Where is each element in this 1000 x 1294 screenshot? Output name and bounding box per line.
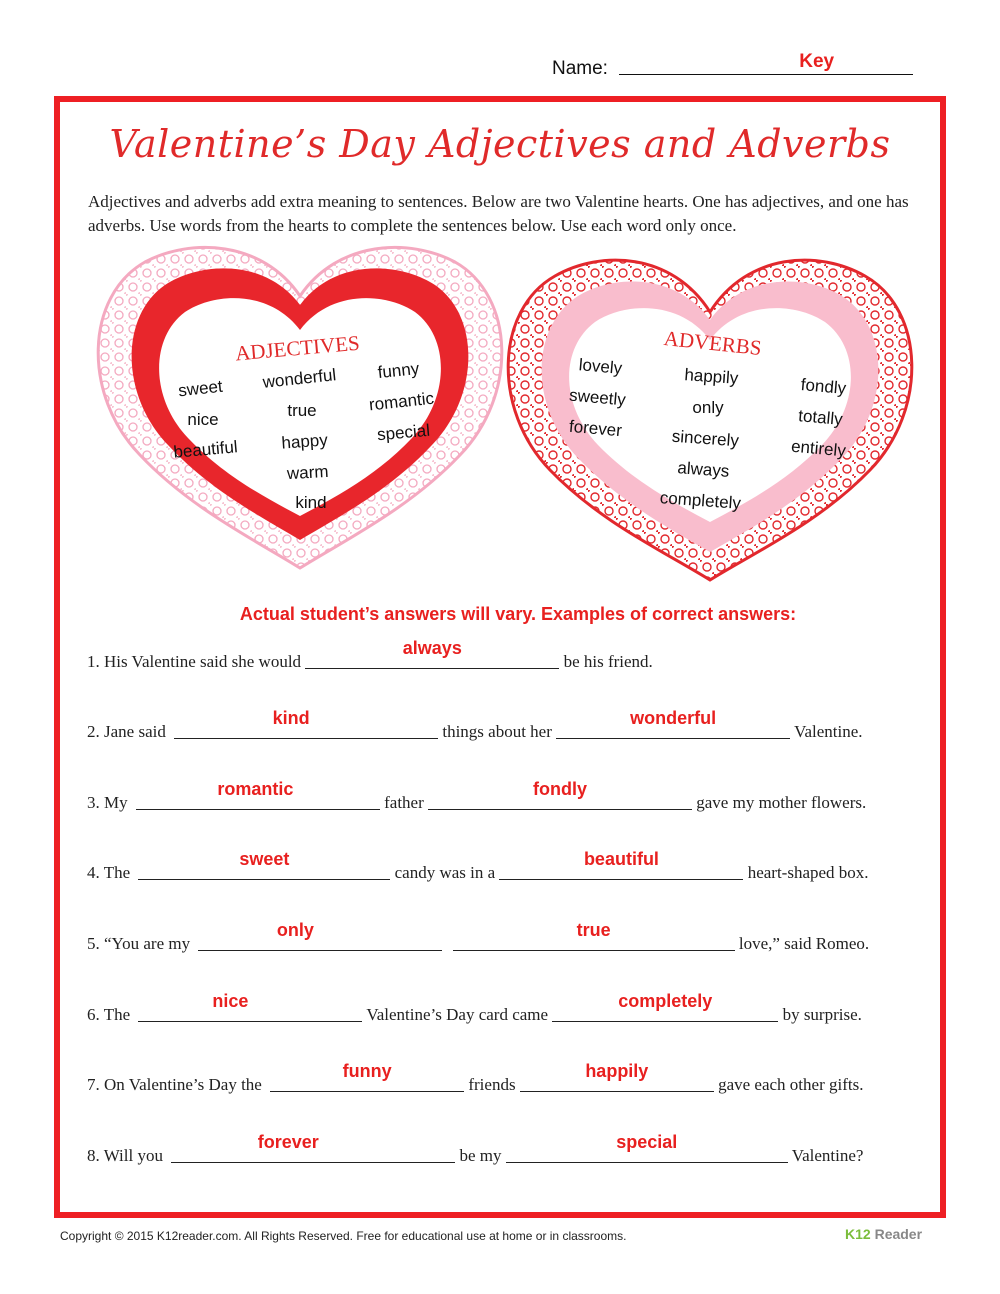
question-text: Valentine’s Day card came — [366, 1005, 549, 1024]
adjective-word: special — [376, 420, 431, 445]
adjective-word: romantic — [368, 388, 435, 415]
name-answer: Key — [799, 51, 835, 72]
question-3 — [87, 779, 867, 813]
question-text: 1. His Valentine said she would — [87, 652, 302, 671]
answer-blank[interactable] — [453, 920, 735, 951]
question-text: 8. Will you — [87, 1146, 163, 1165]
answer-text: always — [402, 638, 462, 658]
adverb-word: always — [676, 458, 730, 481]
question-text: be his friend. — [563, 652, 653, 671]
question-text: 7. On Valentine’s Day the — [87, 1075, 262, 1094]
answer-text: happily — [585, 1061, 649, 1081]
answer-blank[interactable] — [171, 1132, 455, 1163]
question-text: gave my mother flowers. — [696, 793, 867, 812]
adjective-word: wonderful — [261, 365, 338, 392]
question-1 — [87, 638, 653, 672]
adjective-word: true — [287, 401, 317, 420]
answer-text: fondly — [533, 779, 588, 799]
answer-text: kind — [272, 708, 310, 728]
answer-blank[interactable] — [506, 1132, 788, 1163]
answers-note: Actual student’s answers will vary. Examples of correct answers: — [239, 604, 797, 624]
answer-text: only — [276, 920, 314, 940]
question-4 — [87, 849, 869, 883]
question-6 — [87, 991, 862, 1025]
answer-blank[interactable] — [428, 779, 692, 810]
question-text: Valentine? — [791, 1146, 864, 1165]
k12reader-logo: K12 Reader — [845, 1226, 923, 1242]
question-text: 2. Jane said — [87, 722, 166, 741]
answer-text: forever — [257, 1132, 319, 1152]
adverb-word: lovely — [577, 355, 623, 378]
copyright-footer: Copyright © 2015 K12reader.com. All Rights Reserved. Free for educational use at home or in classrooms. — [60, 1229, 627, 1243]
question-text: Valentine. — [794, 722, 863, 741]
question-text: things about her — [442, 722, 552, 741]
answer-text: wonderful — [630, 708, 717, 728]
adverb-word: only — [692, 398, 724, 417]
answer-blank[interactable] — [305, 638, 559, 669]
adverb-word: sincerely — [671, 426, 740, 451]
answer-blank[interactable] — [520, 1061, 714, 1092]
question-text: friends — [468, 1075, 516, 1094]
question-8 — [87, 1132, 864, 1166]
question-5 — [87, 920, 870, 954]
adverb-word: sweetly — [568, 385, 627, 410]
adverb-word: fondly — [800, 375, 847, 398]
question-7 — [87, 1061, 864, 1095]
question-text: 3. My — [87, 793, 128, 812]
answer-blank[interactable] — [552, 991, 778, 1022]
hearts-illustration — [0, 0, 1000, 600]
page-title: Valentine’s Day Adjectives and Adverbs — [109, 122, 891, 166]
intro-paragraph: Adjectives and adverbs add extra meaning to sentences. Below are two Valentine hearts. One has adjectives, and one has adverbs. Use words from the hearts to complete the sentences below. Use each word only once. — [88, 192, 909, 235]
adverbs-heading: ADVERBS — [662, 325, 763, 361]
question-text: gave each other gifts. — [718, 1075, 864, 1094]
question-text: by surprise. — [782, 1005, 862, 1024]
adjective-word: sweet — [177, 376, 224, 401]
answer-text: true — [576, 920, 611, 940]
answer-text: romantic — [217, 779, 294, 799]
answer-blank[interactable] — [499, 849, 743, 880]
adjective-word: beautiful — [172, 437, 239, 462]
question-text: love,” said Romeo. — [738, 934, 870, 953]
answer-text: sweet — [239, 849, 290, 869]
answer-blank[interactable] — [136, 779, 380, 810]
question-text: father — [384, 793, 424, 812]
adverb-word: entirely — [790, 436, 847, 461]
answer-blank[interactable] — [556, 708, 790, 739]
answer-blank[interactable] — [174, 708, 438, 739]
adverb-word: forever — [568, 416, 623, 441]
answer-blank[interactable] — [138, 849, 390, 880]
answer-blank[interactable] — [198, 920, 442, 951]
adjective-word: warm — [286, 461, 329, 484]
adjectives-heading: ADJECTIVES — [234, 330, 361, 366]
question-text: 5. “You are my — [87, 934, 191, 953]
answer-text: beautiful — [583, 849, 659, 869]
question-2 — [87, 708, 863, 742]
answer-text: special — [616, 1132, 678, 1152]
adverb-word: completely — [659, 488, 742, 513]
question-text: 6. The — [87, 1005, 131, 1024]
question-text: be my — [459, 1146, 502, 1165]
question-text: 4. The — [87, 863, 131, 882]
answer-text: funny — [342, 1061, 392, 1081]
answer-text: completely — [618, 991, 713, 1011]
answer-blank[interactable] — [138, 991, 362, 1022]
adjective-word: happy — [280, 430, 329, 453]
question-text: candy was in a — [394, 863, 496, 882]
question-text: heart-shaped box. — [747, 863, 869, 882]
answer-blank[interactable] — [270, 1061, 464, 1092]
name-label: Name: — [552, 58, 608, 79]
adjective-word: nice — [187, 410, 219, 429]
answer-text: nice — [212, 991, 249, 1011]
adverb-word: totally — [797, 406, 844, 429]
adverb-word: happily — [683, 365, 739, 388]
adjective-word: kind — [295, 493, 327, 512]
adjective-word: funny — [376, 358, 421, 383]
